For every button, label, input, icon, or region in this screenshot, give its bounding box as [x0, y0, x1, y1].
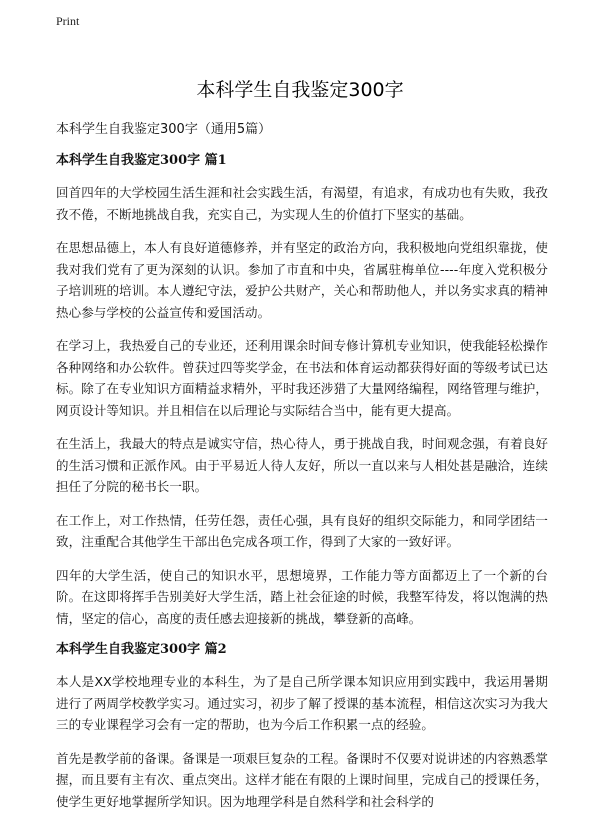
paragraph: 在思想品德上，本人有良好道德修养，并有坚定的政治方向，我积极地向党组织靠拢，使我对我们党有了更为深刻的认识。参加了市直和中央，省属驻梅单位----年度入党积极分子培训班的培训。本人遵纪守法，爱护公共财产，关心和帮助他人，并以务实求真的精神热心参与学校的公益宣传和爱国活动。: [56, 240, 548, 320]
paragraph: 在工作上，对工作热情，任劳任怨，责任心强，具有良好的组织交际能力，和同学团结一致，注重配合其他学生干部出色完成各项工作，得到了大家的一致好评。: [56, 512, 548, 549]
paragraph: 在生活上，我最大的特点是诚实守信，热心待人，勇于挑战自我，时间观念强，有着良好的生活习惯和正派作风。由于平易近人待人友好，所以一直以来与人相处甚是融洽，连续担任了分院的秘书长一职。: [56, 436, 548, 494]
page-title: 本科学生自我鉴定300字: [196, 79, 404, 101]
section-heading: 本科学生自我鉴定300字 篇2: [56, 642, 227, 657]
paragraph: 在学习上，我热爱自己的专业还，还利用课余时间专修计算机专业知识，使我能轻松操作各种网络和办公软件。曾获过四等奖学金，在书法和体育运动都获得好面的等级考试已达标。除了在专业知识方面精益求精外，平时我还涉猎了大量网络编程，网络管理与维护，网页设计等知识。并且相信在以后理论与实际结合当中，能有更大提高。: [56, 338, 548, 418]
paragraph: 本人是XX学校地理专业的本科生，为了是自己所学课本知识应用到实践中，我运用暑期进行了两周学校教学实习。通过实习，初步了解了授课的基本流程，相信这次实习为我大三的专业课程学习会有一定的帮助，也为今后工作积累一点的经验。: [56, 674, 548, 732]
paragraph: 四年的大学生活，使自己的知识水平，思想境界，工作能力等方面都迈上了一个新的台阶。在这即将挥手告别美好大学生活，踏上社会征途的时候，我整军待发，将以饱满的热情，坚定的信心，高度的责任感去迎接新的挑战，攀登新的高峰。: [56, 567, 548, 626]
section-1: [56, 152, 548, 629]
print-link[interactable]: Print: [56, 14, 80, 28]
article-body: [56, 121, 548, 824]
paragraph: 回首四年的大学校园生活生涯和社会实践生活，有渴望，有追求，有成功也有失败，我孜孜不倦，不断地挑战自我，充实自己，为实现人生的价值打下坚实的基础。: [56, 185, 548, 222]
article-subtitle: 本科学生自我鉴定300字（通用5篇）: [56, 122, 272, 137]
section-2: [56, 641, 548, 812]
paragraph: 首先是教学前的备课。备课是一项艰巨复杂的工程。备课时不仅要对说讲述的内容熟悉掌握，而且要有主有次、重点突出。这样才能在有限的上课时间里，完成自己的授课任务，使学生更好地掌握所学知识。因为地理学科是自然科学和社会科学的: [56, 750, 548, 809]
section-heading: 本科学生自我鉴定300字 篇1: [56, 153, 227, 168]
